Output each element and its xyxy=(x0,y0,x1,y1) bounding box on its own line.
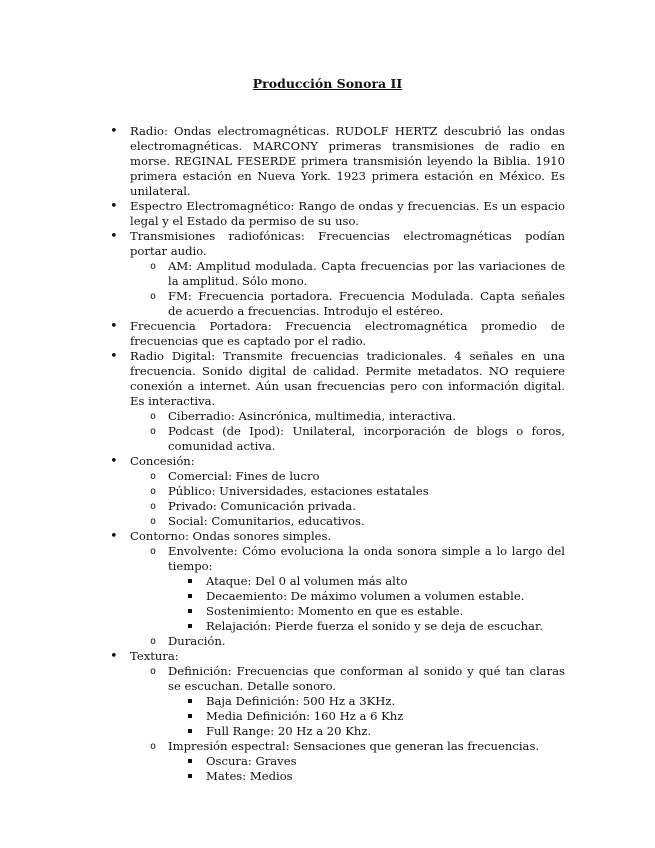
list-item: o Ciberradio: Asincrónica, multimedia, interactiva. xyxy=(150,409,565,424)
sub-list xyxy=(130,544,565,649)
list-item: • Radio Digital: Transmite frecuencias tradicionales. 4 señales en una frecuencia. Sonido digital de calidad. Permite metadatos. NO requiere conexión a internet. Aún usan frecuencias pero con información digital. Es interactiva. o Ciberradio: Asincrónica, multimedia, interactiva. o Podcast (de Ipod): Unilateral, incorporación de blogs o foros, comunidad activa. xyxy=(110,349,565,454)
list-item: • Concesión: o Comercial: Fines de lucro o Público: Universidades, estaciones estatales o Privado: Comunicación privada. o Social: Comunitarios, educativos. xyxy=(110,454,565,529)
sub-sub-list xyxy=(168,694,565,739)
list-item: Oscura: Graves xyxy=(186,754,565,769)
list-item: o Impresión espectral: Sensaciones que generan las frecuencias. Oscura: Graves Mates: Medios xyxy=(150,739,565,784)
list-item: o Privado: Comunicación privada. xyxy=(150,499,565,514)
list-item: Mates: Medios xyxy=(186,769,565,784)
list-item: o Duración. xyxy=(150,634,565,649)
list-item: Full Range: 20 Hz a 20 Khz. xyxy=(186,724,565,739)
list-item: o Público: Universidades, estaciones estatales xyxy=(150,484,565,499)
list-item: • Textura: o Definición: Frecuencias que conforman al sonido y qué tan claras se escuchan. Detalle sonoro. Baja Definición: 500 Hz a 3KHz. Media Definición: 160 Hz a 6 Khz Full Range: 20 Hz a 20 Khz. o Impresión espectral: Sensaciones que generan las frecuencias. Oscura: Graves Mates: Medios xyxy=(110,649,565,784)
sub-list xyxy=(130,259,565,319)
sub-list xyxy=(130,409,565,454)
page-title: Producción Sonora II xyxy=(252,76,403,91)
list-item: Media Definición: 160 Hz a 6 Khz xyxy=(186,709,565,724)
list-item: • Frecuencia Portadora: Frecuencia electromagnética promedio de frecuencias que es captado por el radio. xyxy=(110,319,565,349)
list-item: Sostenimiento: Momento en que es estable. xyxy=(186,604,565,619)
list-item: • Transmisiones radiofónicas: Frecuencias electromagnéticas podían portar audio. o AM: Amplitud modulada. Capta frecuencias por las variaciones de la amplitud. Sólo mono. o FM: Frecuencia portadora. Frecuencia Modulada. Capta señales de acuerdo a frecuencias. Introdujo el estéreo. xyxy=(110,229,565,319)
list-item: o FM: Frecuencia portadora. Frecuencia Modulada. Capta señales de acuerdo a frecuencias. Introdujo el estéreo. xyxy=(150,289,565,319)
list-item: o AM: Amplitud modulada. Capta frecuencias por las variaciones de la amplitud. Sólo mono. xyxy=(150,259,565,289)
document-body xyxy=(110,124,565,784)
list-item: Baja Definición: 500 Hz a 3KHz. xyxy=(186,694,565,709)
list-item: Ataque: Del 0 al volumen más alto xyxy=(186,574,565,589)
sub-sub-list xyxy=(168,754,565,784)
list-item: o Envolvente: Cómo evoluciona la onda sonora simple a lo largo del tiempo: Ataque: Del 0 al volumen más alto Decaemiento: De máximo volumen a volumen estable. Sostenimiento: Momento en que es estable. Relajación: Pierde fuerza el sonido y se deja de escuchar. xyxy=(150,544,565,634)
list-item: o Social: Comunitarios, educativos. xyxy=(150,514,565,529)
sub-sub-list xyxy=(168,574,565,634)
list-item: • Contorno: Ondas sonores simples. o Envolvente: Cómo evoluciona la onda sonora simple a lo largo del tiempo: Ataque: Del 0 al volumen más alto Decaemiento: De máximo volumen a volumen estable. Sostenimiento: Momento en que es estable. Relajación: Pierde fuerza el sonido y se deja de escuchar. o Duración. xyxy=(110,529,565,649)
list-item: • Espectro Electromagnético: Rango de ondas y frecuencias. Es un espacio legal y el Estado da permiso de su uso. xyxy=(110,199,565,229)
list-item: Relajación: Pierde fuerza el sonido y se deja de escuchar. xyxy=(186,619,565,634)
list-item: o Podcast (de Ipod): Unilateral, incorporación de blogs o foros, comunidad activa. xyxy=(150,424,565,454)
list-item: o Comercial: Fines de lucro xyxy=(150,469,565,484)
sub-list xyxy=(130,664,565,784)
bullet-list xyxy=(110,124,565,784)
list-item: • Radio: Ondas electromagnéticas. RUDOLF HERTZ descubrió las ondas electromagnéticas. MARCONY primeras transmisiones de radio en morse. REGINAL FESERDE primera transmisión leyendo la Biblia. 1910 primera estación en Nueva York. 1923 primera estación en México. Es unilateral. xyxy=(110,124,565,199)
list-item: o Definición: Frecuencias que conforman al sonido y qué tan claras se escuchan. Detalle sonoro. Baja Definición: 500 Hz a 3KHz. Media Definición: 160 Hz a 6 Khz Full Range: 20 Hz a 20 Khz. xyxy=(150,664,565,739)
list-item: Decaemiento: De máximo volumen a volumen estable. xyxy=(186,589,565,604)
sub-list xyxy=(130,469,565,529)
